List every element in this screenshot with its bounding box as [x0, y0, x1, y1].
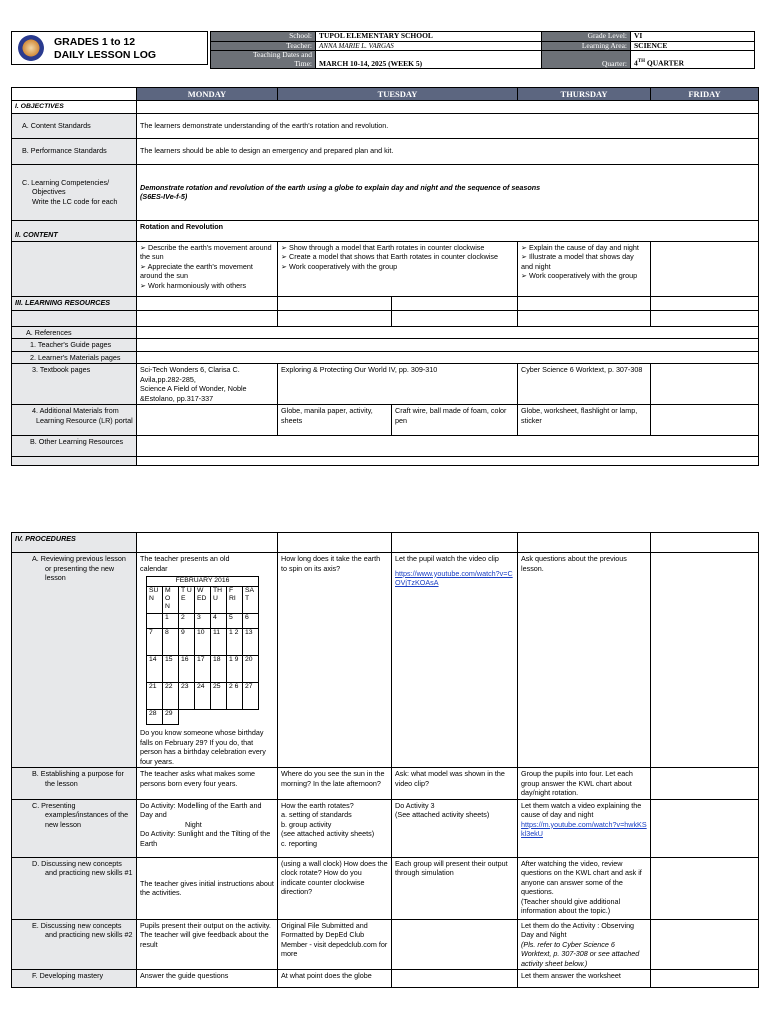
mastery-label: F. Developing mastery [12, 970, 137, 988]
proc-blank-wed [392, 533, 518, 553]
cal-day-sun: SU N [147, 587, 163, 614]
purpose-tuesday: Where do you see the sun in the morning? In the late afternoon? [278, 768, 392, 800]
presenting-monday [137, 799, 278, 857]
cal-cell: 9 [179, 629, 195, 656]
additional-friday [651, 405, 759, 436]
discussing2-thu-2: (Pls. refer to Cyber Science 6 Worktext, p. 307-308 or see attached activity sheet below.) [521, 939, 640, 968]
bottom-spacer-blank [137, 457, 759, 466]
content-monday [137, 241, 278, 296]
day-monday: MONDAY [137, 88, 278, 101]
competencies-code: (S6ES-IVe-f-5) [140, 192, 188, 201]
cal-cell: 25 [211, 683, 227, 710]
learners-materials-label: 2. Learner's Materials pages [12, 351, 137, 364]
content-thu-3: ➢ Work cooperatively with the group [521, 271, 638, 280]
discussing1-tuesday: (using a wall clock) How does the clock rotate? How do you indicate counter clockwise direction? [278, 857, 392, 919]
cal-cell: 23 [179, 683, 195, 710]
reviewing-thursday: Ask questions about the previous lesson. [518, 553, 651, 768]
bottom-spacer [12, 457, 137, 466]
discussing2-thursday [518, 919, 651, 970]
cal-cell: 16 [179, 656, 195, 683]
other-resources-blank [137, 436, 759, 457]
cal-cell: 6 [243, 614, 259, 629]
reviewing-wednesday [392, 553, 518, 768]
reviewing-label: A. Reviewing previous lesson or presenting the new lesson [12, 553, 137, 768]
presenting-tue-2: a. setting of standards [281, 810, 352, 819]
presenting-wed-1: Do Activity 3 [395, 800, 435, 810]
dll-table-page2 [11, 532, 759, 988]
mastery-friday [651, 970, 759, 988]
presenting-wed-2: (See attached activity sheets) [395, 810, 490, 819]
cal-cell: 17 [195, 656, 211, 683]
res-spacer-thu [518, 310, 651, 326]
cal-cell: 4 [211, 614, 227, 629]
cal-cell: 10 [195, 629, 211, 656]
cal-cell: 2 [179, 614, 195, 629]
reviewing-mon-2: Do you know someone whose birthday falls on February 29? If you do, that person has a birthday celebration every four years. [140, 728, 266, 766]
cal-cell: 7 [147, 629, 163, 656]
res-blank-mon [137, 296, 278, 310]
presenting-mon-2: Night [185, 819, 202, 829]
discussing2-thu-1: Let them do the Activity : Observing Day and Night [521, 920, 635, 939]
presenting-tue-5: c. reporting [281, 838, 317, 848]
presenting-label: C. Presenting examples/instances of the new lesson [12, 799, 137, 857]
discussing1-label: D. Discussing new concepts and practicing new skills #1 [12, 857, 137, 919]
day-thursday: THURSDAY [518, 88, 651, 101]
day-tuesday: TUESDAY [278, 88, 518, 101]
res-spacer-wed [392, 310, 518, 326]
content-tuesday [278, 241, 518, 296]
discussing1-wed-2: through simulation [395, 868, 454, 877]
content-thu-2: ➢ Illustrate a model that shows day and night [521, 252, 634, 271]
res-blank-thu [518, 296, 651, 310]
textbook-monday [137, 364, 278, 405]
cal-day-fri: F RI [227, 587, 243, 614]
cal-cell: 11 [211, 629, 227, 656]
content-mon-1: ➢ Describe the earth's movement around the sun [140, 242, 272, 261]
objectives-section: I. OBJECTIVES [12, 101, 137, 114]
cal-cell: 15 [163, 656, 179, 683]
corner-cell [12, 88, 137, 101]
cal-cell: 20 [243, 656, 259, 683]
additional-materials-label: 4. Additional Materials from Learning Resource (LR) portal [12, 405, 137, 436]
res-spacer-tue [278, 310, 392, 326]
res-blank-tue [278, 296, 392, 310]
area-label: Learning Area: [542, 41, 631, 51]
teachers-guide-blank [137, 339, 759, 352]
presenting-friday [651, 799, 759, 857]
cal-cell: 5 [227, 614, 243, 629]
textbook-mon-2: Science A Field of Wonder, Noble &Estolano, pp.317-337 [140, 384, 247, 403]
presenting-tue-1: How the earth rotates? [281, 800, 354, 810]
presenting-thu-text: Let them watch a video explaining the cause of day and night [521, 800, 642, 819]
quarter-num: 4 [634, 58, 638, 68]
additional-mon [137, 405, 278, 436]
quarter-word: QUARTER [644, 58, 685, 68]
additional-wednesday: Craft wire, ball made of foam, color pen [392, 405, 518, 436]
cal-cell: 1 [163, 614, 179, 629]
res-spacer-mon [137, 310, 278, 326]
content-topic: Rotation and Revolution [137, 220, 759, 241]
reviewing-monday [137, 553, 278, 768]
res-blank-wed [392, 296, 518, 310]
res-spacer [12, 310, 137, 326]
objectives-blank [137, 101, 759, 114]
school-value: TUPOL ELEMENTARY SCHOOL [316, 32, 542, 42]
additional-thursday: Globe, worksheet, flashlight or lamp, sticker [518, 405, 651, 436]
teacher-value: ANNA MARIE L. VARGAS [316, 41, 542, 51]
textbook-tuesday: Exploring & Protecting Our World IV, pp. 309-310 [278, 364, 518, 405]
res-blank-fri [651, 296, 759, 310]
other-resources-label: B. Other Learning Resources [12, 436, 137, 457]
youtube-link-wednesday[interactable]: https://www.youtube.com/watch?v=COVjTzKOAsA [395, 568, 513, 587]
reviewing-tuesday: How long does it take the earth to spin on its axis? [278, 553, 392, 768]
deped-seal-icon [18, 35, 44, 61]
purpose-friday [651, 768, 759, 800]
purpose-label: B. Establishing a purpose for the lesson [12, 768, 137, 800]
cal-cell-empty [179, 710, 195, 725]
mastery-tuesday: At what point does the globe [278, 970, 392, 988]
cal-cell: 1 9 [227, 656, 243, 683]
references-label: A. References [12, 326, 137, 339]
school-label: School: [211, 32, 316, 42]
quarter-value [631, 51, 755, 69]
content-thu-1: ➢ Explain the cause of day and night [521, 242, 639, 252]
discussing1-thu-2: (Teacher should give additional information about the topic.) [521, 896, 621, 915]
reviewing-wed-text: Let the pupil watch the video clip [395, 554, 499, 563]
cal-cell: 27 [243, 683, 259, 710]
learners-materials-blank [137, 351, 759, 364]
content-tue-1: ➢ Show through a model that Earth rotates in counter clockwise [281, 242, 485, 252]
dates-label-line2: Time: [294, 58, 312, 68]
performance-standards-text: The learners should be able to design an emergency and prepared plan and kit. [137, 138, 759, 164]
cal-day-sat: SA T [243, 587, 259, 614]
presenting-mon-3: Do Activity: Sunlight and the Tilting of the Earth [140, 829, 271, 848]
presenting-thursday [518, 799, 651, 857]
content-standards-text: The learners demonstrate understanding of the earth's rotation and revolution. [137, 113, 759, 138]
cal-cell: 22 [163, 683, 179, 710]
presenting-wednesday [392, 799, 518, 857]
discussing1-thu-1: After watching the video, review questions on the KWL chart and ask if anyone can answer some of the questions. [521, 858, 642, 896]
cal-day-wed: W ED [195, 587, 211, 614]
discussing1-friday [651, 857, 759, 919]
textbook-friday [651, 364, 759, 405]
content-mon-3: ➢ Work harmoniously with others [140, 280, 247, 290]
cal-cell: 3 [195, 614, 211, 629]
mastery-monday: Answer the guide questions [137, 970, 278, 988]
discussing2-wednesday [392, 919, 518, 970]
presenting-tuesday [278, 799, 392, 857]
teachers-guide-label: 1. Teacher's Guide pages [12, 339, 137, 352]
discussing2-tuesday: Original File Submitted and Formatted by DepEd Club Member - visit depedclub.com for more [278, 919, 392, 970]
dates-label-line1: Teaching Dates and [252, 50, 312, 59]
purpose-wednesday: Ask: what model was shown in the video clip? [392, 768, 518, 800]
competencies-text-1: Demonstrate rotation and revolution of the earth using a globe to explain day and night and the sequence of seasons [140, 182, 541, 192]
area-value: SCIENCE [631, 41, 755, 51]
reviewing-friday [651, 553, 759, 768]
header-title-box [11, 31, 208, 65]
quarter-label: Quarter: [542, 51, 631, 69]
cal-day-mon: M O N [163, 587, 179, 614]
discussing1-wed-1: Each group will present their output [395, 858, 508, 868]
competencies-label-3: Write the LC code for each [32, 196, 118, 206]
reviewing-mon-1: The teacher presents an old calendar [140, 554, 230, 573]
calendar-title: FEBRUARY 2016 [147, 577, 259, 587]
cal-cell: 13 [243, 629, 259, 656]
day-friday: FRIDAY [651, 88, 759, 101]
additional-tuesday: Globe, manila paper, activity, sheets [278, 405, 392, 436]
discussing1-wednesday [392, 857, 518, 919]
title-line1: GRADES 1 to 12 [54, 36, 136, 48]
discussing2-monday: Pupils present their output on the activity. The teacher will give feedback about the result [137, 919, 278, 970]
proc-blank-fri [651, 533, 759, 553]
cal-cell: 29 [163, 710, 179, 725]
competencies-label-1: C. Learning Competencies/ [22, 177, 110, 187]
cal-cell: 8 [163, 629, 179, 656]
content-objectives-label [12, 241, 137, 296]
discussing2-label: E. Discussing new concepts and practicing new skills #2 [12, 919, 137, 970]
cal-cell [147, 614, 163, 629]
teacher-label: Teacher: [211, 41, 316, 51]
dates-value: MARCH 10-14, 2025 (WEEK 5) [316, 51, 542, 69]
presenting-tue-3: b. group activity [281, 819, 332, 829]
res-spacer-fri [651, 310, 759, 326]
proc-blank-thu [518, 533, 651, 553]
proc-blank-mon [137, 533, 278, 553]
cal-cell-empty [211, 710, 227, 725]
grade-label: Grade Level: [542, 32, 631, 42]
cal-day-thu: TH U [211, 587, 227, 614]
february-calendar [146, 576, 259, 725]
grade-value: VI [631, 32, 755, 42]
discussing2-friday [651, 919, 759, 970]
cal-cell: 2 6 [227, 683, 243, 710]
content-section: II. CONTENT [12, 220, 137, 241]
textbook-thursday: Cyber Science 6 Worktext, p. 307-308 [518, 364, 651, 405]
presenting-mon-1: Do Activity: Modelling of the Earth and Day and [140, 800, 262, 819]
proc-blank-tue [278, 533, 392, 553]
purpose-monday: The teacher asks what makes some persons born every four years. [137, 768, 278, 800]
textbook-label: 3. Textbook pages [12, 364, 137, 405]
cal-day-tue: T U E [179, 587, 195, 614]
quarter-sup: TH [637, 59, 645, 64]
competencies-label-2: Objectives [32, 187, 66, 197]
mastery-wednesday [392, 970, 518, 988]
performance-standards-label: B. Performance Standards [12, 138, 137, 164]
content-friday [651, 241, 759, 296]
resources-section: III. LEARNING RESOURCES [12, 296, 137, 310]
content-standards-label: A. Content Standards [12, 113, 137, 138]
discussing1-thursday [518, 857, 651, 919]
title-line2: DAILY LESSON LOG [54, 49, 157, 61]
procedures-section: IV. PROCEDURES [12, 533, 137, 553]
purpose-thursday: Group the pupils into four. Let each group answer the KWL chart about day/night rotation. [518, 768, 651, 800]
presenting-tue-4: (see attached activity sheets) [281, 829, 375, 838]
cal-cell: 24 [195, 683, 211, 710]
cal-cell: 14 [147, 656, 163, 683]
cal-cell: 21 [147, 683, 163, 710]
references-blank [137, 326, 759, 339]
content-mon-2: ➢ Appreciate the earth's movement around the sun [140, 261, 253, 280]
competencies-text [137, 164, 759, 220]
content-tue-3: ➢ Work cooperatively with the group [281, 261, 398, 271]
cal-cell-empty [227, 710, 243, 725]
cal-cell-empty [195, 710, 211, 725]
dll-table-page1 [11, 87, 759, 466]
content-tue-2: ➢ Create a model that shows that Earth rotates in counter clockwise [281, 252, 498, 261]
discussing1-monday: The teacher gives initial instructions about the activities. [137, 857, 278, 919]
header-info-table [210, 31, 755, 69]
content-thursday [518, 241, 651, 296]
cal-cell: 28 [147, 710, 163, 725]
competencies-label [12, 164, 137, 220]
log-title [54, 36, 156, 62]
cal-cell: 18 [211, 656, 227, 683]
youtube-link-thursday[interactable]: https://m.youtube.com/watch?v=hwkKSkl3ekU [521, 819, 647, 838]
mastery-thursday: Let them answer the worksheet [518, 970, 651, 988]
textbook-mon-1: Sci-Tech Wonders 6, Clarisa C. Avila,pp.282-285, [140, 365, 240, 384]
cal-cell-empty [243, 710, 259, 725]
dates-label [211, 51, 316, 69]
cal-cell: 1 2 [227, 629, 243, 656]
